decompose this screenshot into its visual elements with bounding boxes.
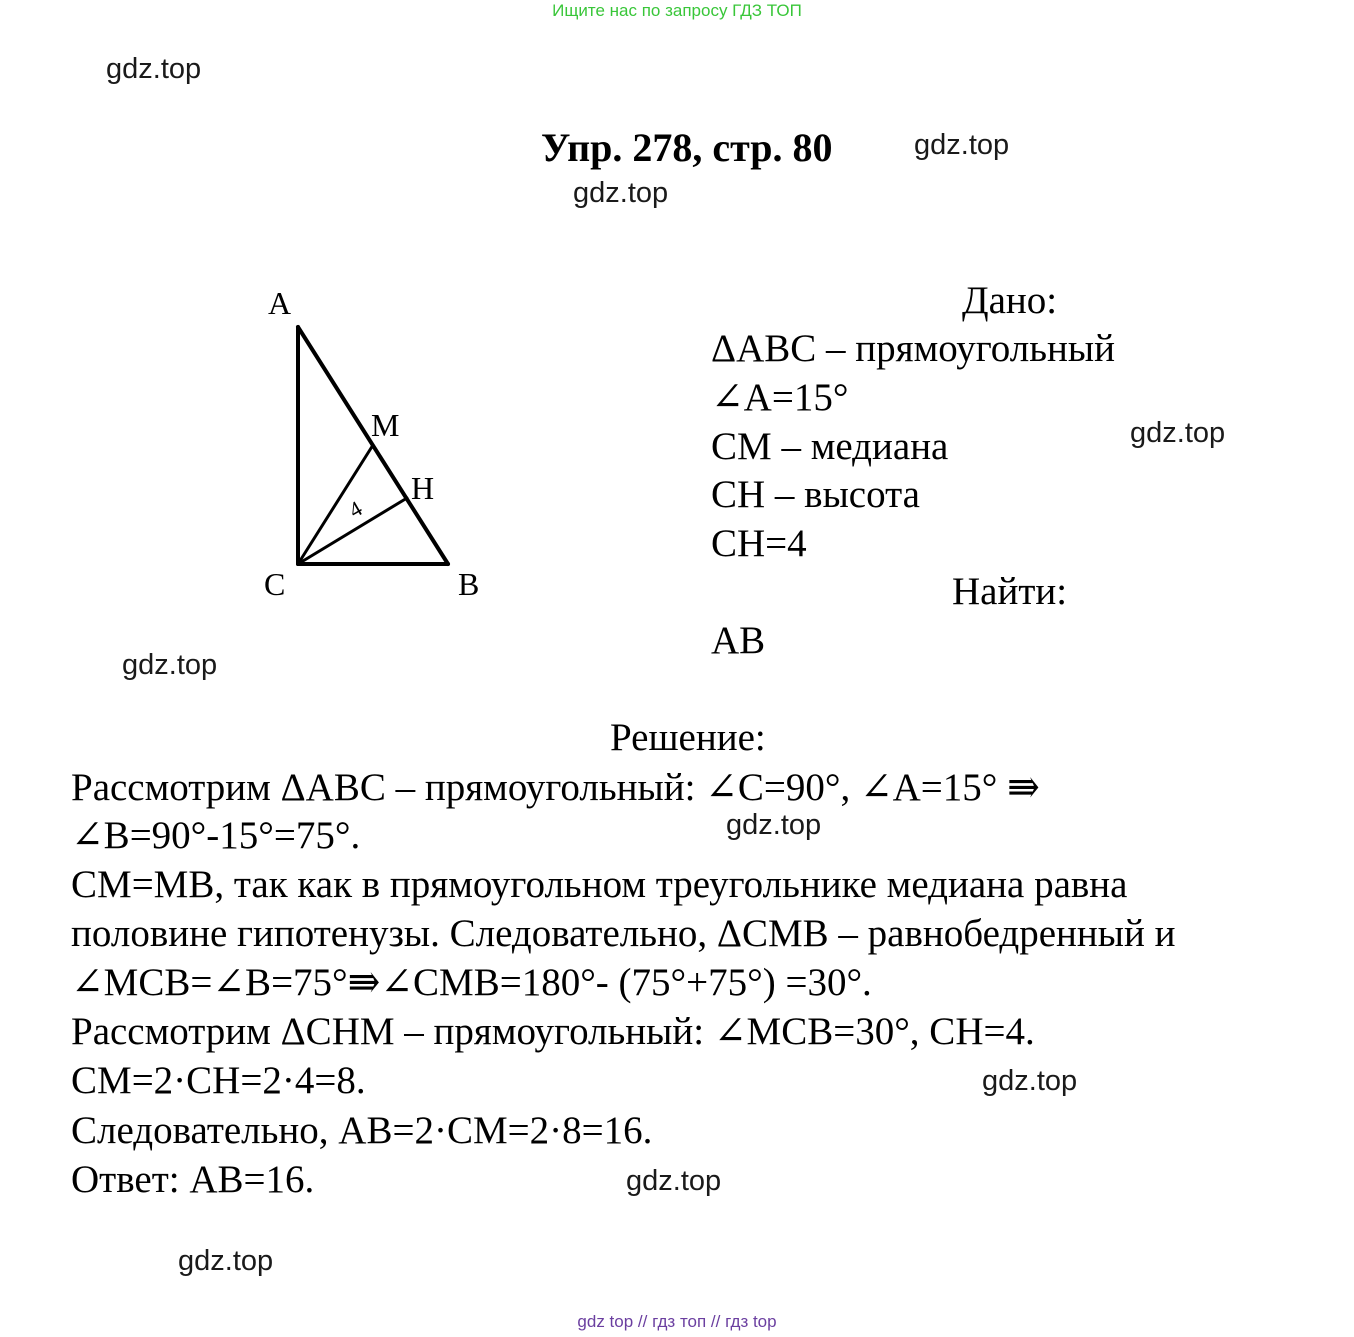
solution-line: Следовательно, AB=2·CM=2·8=16. — [71, 1109, 653, 1152]
segment-ch-value: 4 — [344, 495, 367, 523]
solution-line: CM=MB, так как в прямоугольном треугольнике медиана равна — [71, 863, 1128, 906]
watermark: gdz.top — [914, 129, 1010, 161]
median-cm — [298, 445, 373, 564]
triangle-diagram — [250, 280, 510, 610]
given-header: Дано: — [962, 279, 1058, 322]
vertex-label-a: A — [268, 285, 292, 321]
find-value: AB — [711, 619, 766, 662]
solution-line: CM=2·CH=2·4=8. — [71, 1059, 366, 1102]
given-line: ΔABC – прямоугольный — [711, 327, 1115, 370]
watermark: gdz.top — [573, 177, 669, 209]
answer-line: Ответ: AB=16. — [71, 1158, 315, 1201]
vertex-label-b: B — [458, 566, 480, 602]
page-title: Упр. 278, стр. 80 — [541, 125, 833, 170]
vertex-label-m: M — [371, 407, 400, 443]
given-line: CH=4 — [711, 522, 807, 565]
watermark: gdz.top — [726, 809, 822, 841]
given-line: CH – высота — [711, 473, 920, 516]
find-header: Найти: — [952, 570, 1068, 613]
watermark: gdz.top — [982, 1065, 1078, 1097]
vertex-label-c: C — [264, 566, 286, 602]
watermark: gdz.top — [1130, 417, 1226, 449]
solution-line: ∠MCB=∠B=75°⇛∠CMB=180°- (75°+75°) =30°. — [71, 961, 872, 1004]
watermark: gdz.top — [626, 1165, 722, 1197]
watermark: gdz.top — [122, 649, 218, 681]
given-line: CM – медиана — [711, 425, 949, 468]
solution-line: половине гипотенузы. Следовательно, ΔCMB – равнобедренный и — [71, 912, 1176, 955]
solution-line: Рассмотрим ΔCHM – прямоугольный: ∠MCB=30°, CH=4. — [71, 1010, 1035, 1053]
solution-line: Рассмотрим ΔABC – прямоугольный: ∠C=90°, ∠A=15° ⇛ — [71, 766, 1040, 809]
top-banner: Ищите нас по запросу ГДЗ ТОП — [552, 1, 802, 20]
watermark: gdz.top — [178, 1245, 274, 1277]
bottom-banner: gdz top // гдз топ // гдз top — [577, 1312, 777, 1331]
solution-line: ∠B=90°-15°=75°. — [71, 814, 361, 857]
watermark: gdz.top — [106, 53, 202, 85]
vertex-label-h: H — [411, 470, 435, 506]
given-line: ∠A=15° — [711, 376, 849, 419]
solution-header: Решение: — [610, 716, 766, 759]
